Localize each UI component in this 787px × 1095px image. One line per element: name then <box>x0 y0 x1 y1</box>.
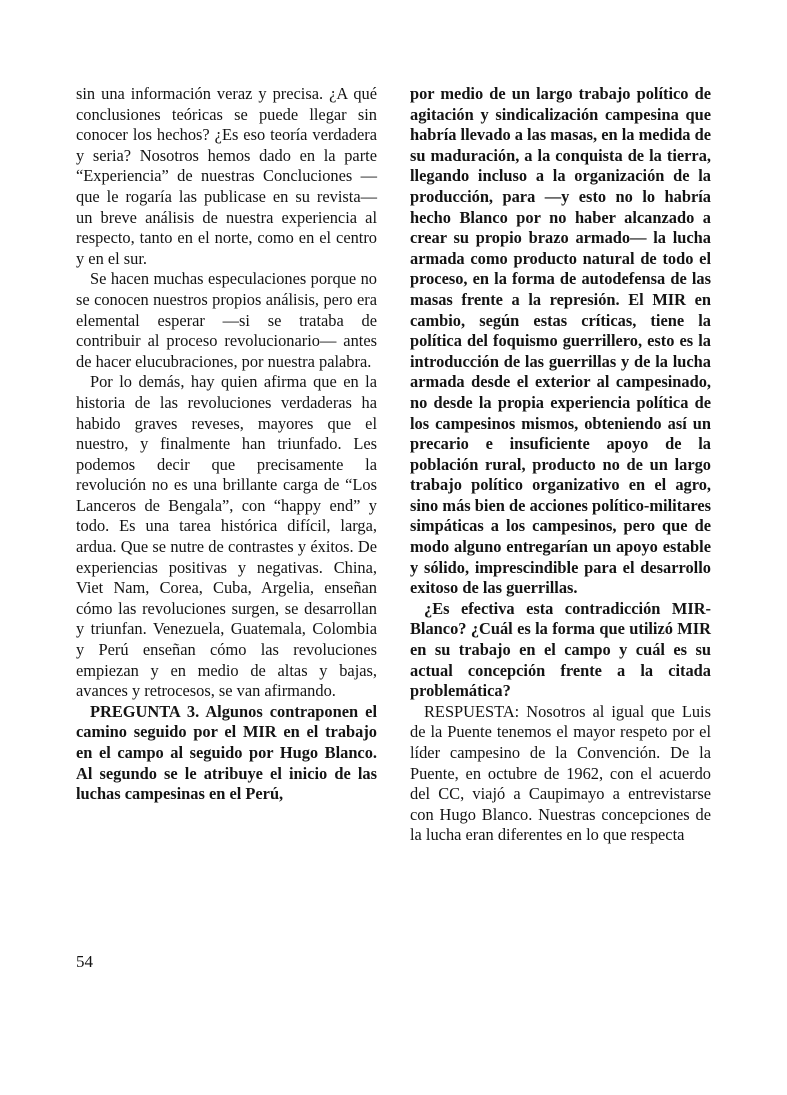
paragraph: Se hacen muchas especulaciones porque no se conocen nuestros propios análisis, pero era elemental esperar —si se trataba de contribuir al proceso revolucionario— antes de hacer elucubraciones, por nuestra palabra. <box>76 269 377 371</box>
page-number: 54 <box>76 952 93 971</box>
right-column <box>410 84 711 846</box>
question-paragraph: ¿Es efectiva esta contradicción MIR-Blanco? ¿Cuál es la forma que utilizó MIR en su trabajo en el campo y cuál es su actual concepción frente a la citada problemática? <box>410 598 711 701</box>
left-column <box>76 84 377 805</box>
paragraph: sin una información veraz y precisa. ¿A qué conclusiones teóricas se puede llegar sin conocer los hechos? ¿Es eso teoría verdadera y seria? Nosotros hemos dado en la parte “Experiencia” de nuestras Concluciones —que le rogaría las publicase en su revista— un breve análisis de nuestra experiencia al respecto, tanto en el norte, como en el centro y en el sur. <box>76 84 377 268</box>
answer-paragraph: RESPUESTA: Nosotros al igual que Luis de la Puente tenemos el mayor respeto por el líder campesino de la Convención. De la Puente, en octubre de 1962, con el acuerdo del CC, viajó a Caupimayo a entrevistarse con Hugo Blanco. Nuestras concepciones de la lucha eran diferentes en lo que respecta <box>410 701 711 845</box>
question-paragraph: PREGUNTA 3. Algunos contraponen el camino seguido por el MIR en el trabajo en el campo al seguido por Hugo Blanco. Al segundo se le atribuye el inicio de las luchas campesinas en el Perú, <box>76 701 377 804</box>
paragraph: Por lo demás, hay quien afirma que en la historia de las revoluciones verdaderas ha habido graves reveses, mayores que el nuestro, y finalmente han triunfado. Les podemos decir que precisamente la revolución no es una brillante carga de “Los Lanceros de Bengala”, con “happy end” y todo. Es una tarea histórica difícil, larga, ardua. Que se nutre de contrastes y éxitos. De experiencias positivas y negativas. China, Viet Nam, Corea, Cuba, Argelia, enseñan cómo las revoluciones surgen, se desarrollan y triunfan. Venezuela, Guatemala, Colombia y Perú enseñan cómo las revoluciones empiezan y en medio de altas y bajas, avances y retrocesos, se van afirmando. <box>76 372 377 701</box>
question-paragraph: por medio de un largo trabajo político de agitación y sindicalización campesina que habría llevado a las masas, en la medida de su maduración, a la conquista de la tierra, llegando incluso a la organización de la producción, para —y esto no lo habría hecho Blanco por no haber alcanzado a crear su propio brazo armado— la lucha armada como producto natural de todo el proceso, en la forma de autodefensa de las masas frente a la represión. El MIR en cambio, según estas críticas, tiene la política del foquismo guerrillero, esto es la introducción de las guerrillas y de la lucha armada desde el exterior al campesinado, no desde la propia experiencia política de los campesinos mismos, obteniendo así un precario e insuficiente apoyo de la población rural, producto no de un largo trabajo político organizativo en el agro, sino más bien de acciones político-militares simpáticas a los campesinos, pero que de modo alguno entregarían un apoyo estable y sólido, imprescindible para el desarrollo exitoso de las guerrillas. <box>410 84 711 598</box>
